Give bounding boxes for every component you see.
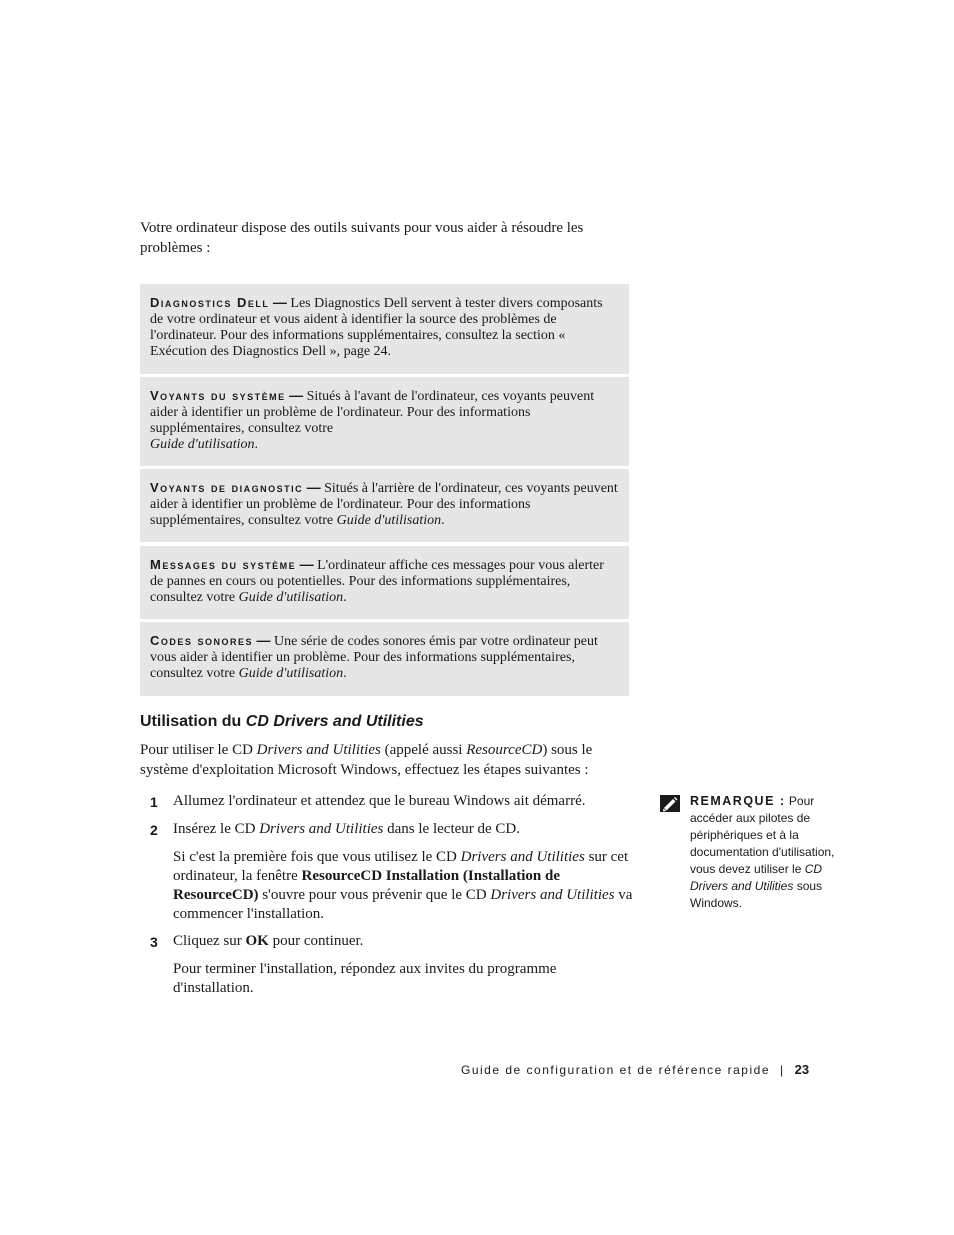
tool-end: . — [343, 666, 347, 681]
footer-separator: | — [780, 1063, 785, 1077]
para-text: Pour utiliser le CD — [140, 742, 253, 758]
tool-box-system-messages — [140, 546, 629, 619]
tool-term: Codes sonores — [150, 633, 254, 648]
step-number: 1 — [150, 794, 158, 810]
guide-reference: Guide d'utilisation — [238, 666, 344, 681]
page-footer — [461, 1062, 809, 1077]
step-text-part: Cliquez sur — [173, 933, 242, 949]
para-text: (appelé aussi — [384, 742, 463, 758]
para-italic: ResourceCD — [466, 742, 543, 758]
guide-reference: Guide d'utilisation — [238, 590, 344, 605]
section-heading — [140, 713, 424, 731]
tool-dash: — — [272, 294, 287, 310]
step-number: 3 — [150, 934, 158, 950]
detail-text: s'ouvre pour vous prévenir que le CD — [262, 887, 487, 903]
detail-text: Si c'est la première fois que vous utilisez le CD — [173, 849, 457, 865]
tool-term: Voyants de diagnostic — [150, 480, 304, 495]
para-italic: Drivers and Utilities — [256, 742, 381, 758]
tool-dash: — — [289, 387, 304, 403]
detail-text: sur cet ordinateur, la fenêtre — [173, 849, 629, 884]
intro-paragraph: Votre ordinateur dispose des outils suivants pour vous aider à résoudre les problèmes : — [140, 220, 584, 256]
tool-dash: — — [299, 556, 314, 572]
note-body: Pour accéder aux pilotes de périphériques et à la documentation d'utilisation, vous devez utiliser le — [690, 794, 835, 876]
detail-italic: Drivers and Utilities — [490, 887, 615, 903]
tool-box-beep-codes — [140, 622, 629, 696]
step-text — [173, 932, 633, 951]
tool-box-diagnostic-lights — [140, 469, 629, 542]
tool-description: Situés à l'arrière de l'ordinateur, ces voyants peuvent aider à identifier un problème de l'ordinateur. Pour des informations supplémentaires, consultez votre — [150, 481, 618, 528]
detail-text: va commencer l'installation. — [173, 887, 633, 922]
guide-reference: Guide d'utilisation — [150, 437, 255, 452]
note-italic: CD Drivers and Utilities — [690, 862, 823, 893]
tool-description: Une série de codes sonores émis par votre ordinateur peut vous aider à identifier un problème. Pour des informations supplémentaires, consultez votre — [150, 634, 598, 681]
tool-end: . — [441, 513, 445, 528]
step-detail: Pour terminer l'installation, répondez aux invites du programme d'installation. — [173, 961, 557, 996]
heading-prefix: Utilisation du — [140, 713, 242, 730]
note-pencil-icon — [660, 795, 680, 812]
ok-label: OK — [245, 933, 269, 949]
step-text-part: pour continuer. — [272, 933, 364, 949]
step-text-part: dans le lecteur de CD. — [387, 821, 521, 837]
tool-term: Messages du système — [150, 557, 297, 572]
tool-term: Voyants du système — [150, 388, 286, 403]
tool-end: . — [254, 437, 258, 452]
note-label: REMARQUE : — [690, 794, 786, 808]
tool-dash: — — [306, 479, 321, 495]
tool-dash: — — [256, 632, 271, 648]
step-text: Allumez l'ordinateur et attendez que le bureau Windows ait démarré. — [173, 793, 586, 809]
window-name: ResourceCD Installation (Installation de ResourceCD) — [173, 868, 560, 903]
footer-title: Guide de configuration et de référence rapide — [461, 1063, 770, 1077]
detail-italic: Drivers and Utilities — [460, 849, 585, 865]
step-number: 2 — [150, 822, 158, 838]
step-detail — [173, 848, 633, 924]
tool-description: L'ordinateur affiche ces messages pour vous alerter de pannes en cours ou potentielles. Pour des informations supplémentaires, consultez votre — [150, 558, 604, 605]
note-text — [690, 793, 845, 912]
note-body: sous Windows. — [690, 879, 823, 910]
tool-description: Situés à l'avant de l'ordinateur, ces voyants peuvent aider à identifier un problème de l'ordinateur. Pour des informations supplémentaires, consultez votre — [150, 389, 595, 436]
guide-reference: Guide d'utilisation — [336, 513, 442, 528]
step-text-part: Insérez le CD — [173, 821, 256, 837]
tool-box-system-lights — [140, 377, 629, 466]
step-text — [173, 820, 633, 839]
section-intro-paragraph — [140, 740, 630, 780]
heading-italic: CD Drivers and Utilities — [245, 713, 424, 730]
tool-box-diagnostics — [140, 284, 629, 374]
tool-term: Diagnostics Dell — [150, 295, 270, 310]
tool-end: . — [343, 590, 347, 605]
step-italic: Drivers and Utilities — [259, 821, 384, 837]
tool-description: Les Diagnostics Dell servent à tester divers composants de votre ordinateur et vous aident à identifier la source des problèmes de l'ordinateur. Pour des informations supplémentaires, consultez la section « Exécution des Diagnostics Dell », page 24. — [150, 296, 603, 359]
para-text: ) sous le système d'exploitation Microsoft Windows, effectuez les étapes suivantes : — [140, 742, 593, 778]
page-number: 23 — [794, 1062, 810, 1077]
